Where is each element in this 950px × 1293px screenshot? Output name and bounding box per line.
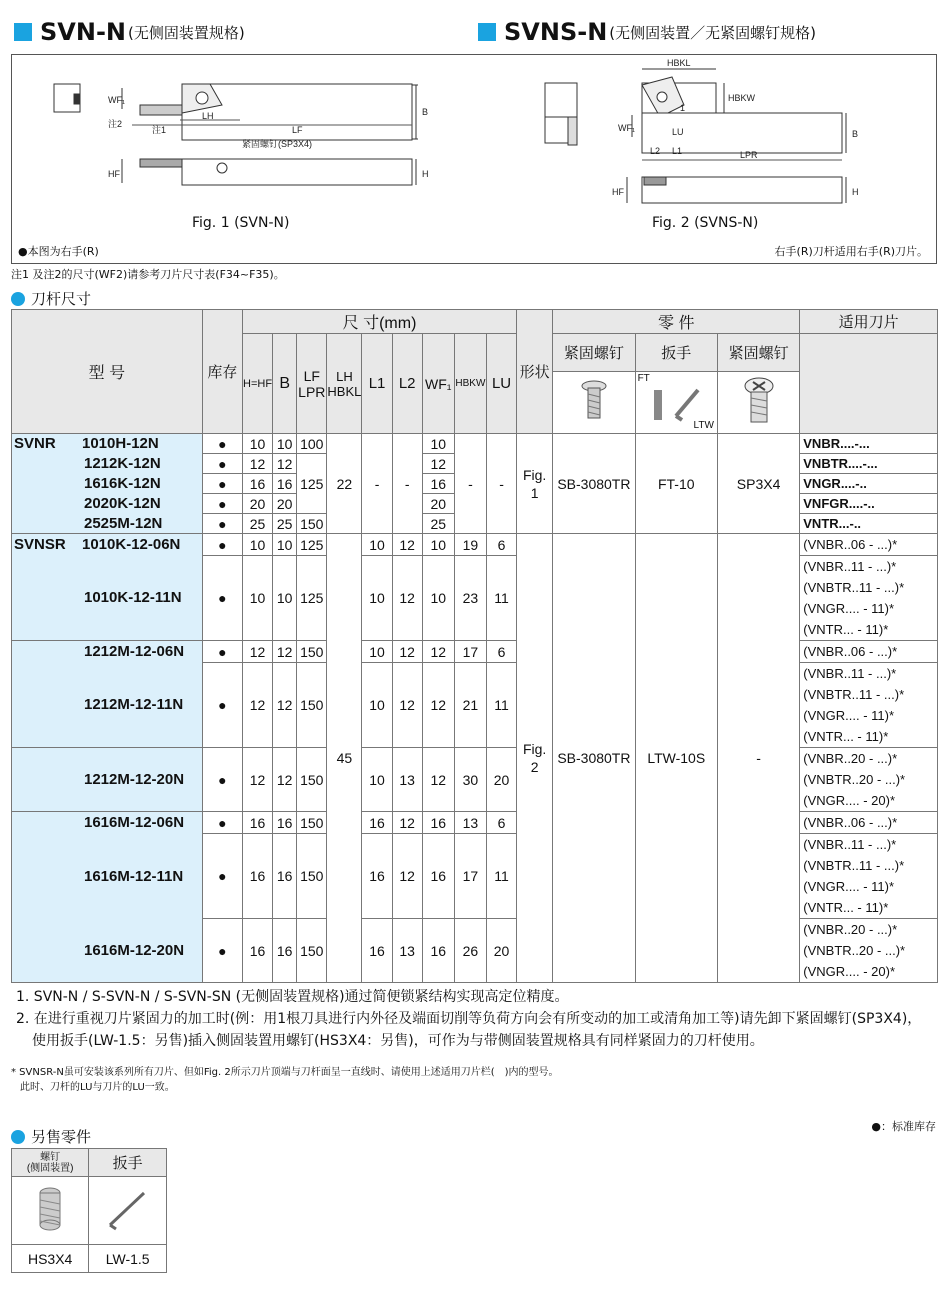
cell-wf: 12 <box>422 748 454 812</box>
fig2-label-b: B <box>852 129 859 139</box>
cell-hbkw: 19 <box>454 534 486 556</box>
fig2-label-lu: LU <box>672 127 684 137</box>
note-2-cont: 使用扳手(LW-1.5：另售)插入侧固装置用螺钉(HS3X4：另售)，可作为与带侧固装置规格具有同样紧固力的刀杆使用。 <box>32 1033 764 1049</box>
cell-insert: VNGR....-.. <box>800 474 938 494</box>
screw2-image-cell <box>717 372 799 434</box>
cell-l2: 12 <box>392 812 422 834</box>
cell-lf: 150 <box>297 812 327 834</box>
cell-wf: 12 <box>422 641 454 663</box>
cell-lh: 22 <box>327 434 362 534</box>
cell-wf: 25 <box>422 514 454 534</box>
title-svns-n: SVNS-N <box>504 18 608 46</box>
cell-inserts <box>800 812 938 834</box>
bullet-dot <box>11 292 25 306</box>
cell-shape: Fig. 2 <box>517 534 553 983</box>
cell-wf: 16 <box>422 834 454 919</box>
cell-b: 25 <box>273 514 297 534</box>
cell-wrench: FT-10 <box>635 434 717 534</box>
wrench-image-cell <box>635 372 717 434</box>
cell-wf: 12 <box>422 663 454 748</box>
svnr-model-1 <box>12 434 203 454</box>
parts-screw-image <box>12 1177 89 1245</box>
svnr-model-name: 2020K-12N <box>12 494 203 514</box>
cell-b: 16 <box>273 834 297 919</box>
cell-lu: 6 <box>486 534 516 556</box>
cell-l1: 10 <box>362 641 392 663</box>
cell-hbkw: 23 <box>454 556 486 641</box>
cell-lf: 150 <box>297 919 327 983</box>
fig2-label-hbkl: HBKL <box>667 58 691 68</box>
cell-b: 12 <box>273 454 297 474</box>
stock-dot: ● <box>202 919 242 983</box>
th-parts: 零 件 <box>553 310 800 334</box>
svnsr-family: SVNSR <box>14 536 66 554</box>
cell-l2: 12 <box>392 834 422 919</box>
cell-h: 12 <box>242 641 272 663</box>
insert-line: (VNGR.... - 11)* <box>803 601 895 616</box>
cell-l2: 13 <box>392 919 422 983</box>
svnsr-model-name: 1616M-12-11N <box>12 834 203 919</box>
fig1-label-hf: HF <box>108 169 120 179</box>
th-b: B <box>273 334 297 434</box>
parts-head-screw <box>12 1149 89 1177</box>
cell-h: 12 <box>242 748 272 812</box>
svnr-model-name: 2525M-12N <box>12 514 203 534</box>
cell-hbkw: 17 <box>454 834 486 919</box>
subtitle-svns-n: (无侧固装置／无紧固螺钉规格) <box>609 23 816 42</box>
cell-lu: 20 <box>486 919 516 983</box>
cell-shape: Fig. 1 <box>517 434 553 534</box>
cell-inserts <box>800 641 938 663</box>
parts-table <box>11 1148 167 1273</box>
insert-line: (VNBR..20 - ...)* <box>803 922 898 937</box>
cell-l1: 10 <box>362 556 392 641</box>
cell-hbkw: 21 <box>454 663 486 748</box>
cell-b: 10 <box>273 434 297 454</box>
cell-l2: 12 <box>392 663 422 748</box>
svnr-model-name: 1616K-12N <box>12 474 203 494</box>
cell-inserts <box>800 556 938 641</box>
th-wrench: 扳手 <box>635 334 717 372</box>
cell-wf: 10 <box>422 534 454 556</box>
stock-dot: ● <box>202 556 242 641</box>
bullet-dot <box>11 1130 25 1144</box>
cell-l1: 10 <box>362 534 392 556</box>
fig1-label-screw: 紧固螺钉(SP3X4) <box>242 139 313 149</box>
stock-dot: ● <box>202 434 242 454</box>
svnsr-model-name: 1212M-12-20N <box>12 748 203 812</box>
cell-wf: 20 <box>422 494 454 514</box>
cell-lf: 150 <box>297 514 327 534</box>
section2-label: 另售零件 <box>31 1128 92 1146</box>
cell-b: 12 <box>273 663 297 748</box>
cell-hbkw: 13 <box>454 812 486 834</box>
footnote-1: * SVNSR-N虽可安装该系列所有刀片、但如Fig. 2所示刀片顶端与刀杆面呈一直线时、请使用上述适用刀片栏( )内的型号。 <box>11 1067 559 1078</box>
fig2-label-hf: HF <box>612 187 624 197</box>
stock-legend: ●：标准库存 <box>871 1120 936 1133</box>
section-holder-dims <box>11 288 91 309</box>
cell-l1: 10 <box>362 748 392 812</box>
cell-inserts <box>800 748 938 812</box>
screw2-icon <box>742 376 776 426</box>
cell-h: 16 <box>242 834 272 919</box>
stock-dot: ● <box>202 534 242 556</box>
fig2-label-lpr: LPR <box>740 150 758 160</box>
cell-screw2: SP3X4 <box>717 434 799 534</box>
cell-lf: 125 <box>297 534 327 556</box>
insert-line: (VNBTR..20 - ...)* <box>803 943 906 958</box>
cell-insert: VNBTR....-... <box>800 454 938 474</box>
parts-wrench-image <box>89 1177 167 1245</box>
figure-box <box>11 54 937 264</box>
fig2-label-wf1: WF₁ <box>618 123 636 133</box>
insert-line: (VNTR... - 11)* <box>803 622 889 637</box>
cell-h: 10 <box>242 534 272 556</box>
figure-drawings <box>12 55 936 263</box>
fig2-caption: Fig. 2 (SVNS-N) <box>652 215 759 231</box>
cell-h: 10 <box>242 556 272 641</box>
cell-wf: 12 <box>422 454 454 474</box>
square-marker <box>14 23 32 41</box>
th-shape: 形状 <box>517 310 553 434</box>
cell-b: 16 <box>273 812 297 834</box>
cell-hbkw: 30 <box>454 748 486 812</box>
cell-screw: SB-3080TR <box>553 434 635 534</box>
cell-wf: 16 <box>422 812 454 834</box>
square-marker <box>478 23 496 41</box>
cell-wf: 16 <box>422 474 454 494</box>
cell-l1: - <box>362 434 392 534</box>
cell-lu: 11 <box>486 834 516 919</box>
stock-dot: ● <box>202 834 242 919</box>
cell-l2: 12 <box>392 534 422 556</box>
insert-line: (VNBTR..11 - ...)* <box>803 687 905 702</box>
stock-dot: ● <box>202 454 242 474</box>
cell-b: 12 <box>273 748 297 812</box>
fig2-label-hbkw: HBKW <box>728 93 755 103</box>
insert-line: (VNBTR..11 - ...)* <box>803 580 905 595</box>
fig2-label-h: H <box>852 187 859 197</box>
cell-wf: 10 <box>422 556 454 641</box>
cell-lf: 125 <box>297 556 327 641</box>
cell-h: 16 <box>242 474 272 494</box>
cell-l2: 12 <box>392 556 422 641</box>
screw-icon <box>579 378 609 424</box>
th-insert-blank <box>800 334 938 434</box>
insert-line: (VNBR..20 - ...)* <box>803 751 898 766</box>
parts-wrench-name: LW-1.5 <box>89 1245 167 1273</box>
svnsr-model-name: 1212M-12-11N <box>12 663 203 748</box>
cell-lu: 6 <box>486 812 516 834</box>
cell-wf: 16 <box>422 919 454 983</box>
cell-h: 25 <box>242 514 272 534</box>
stock-dot: ● <box>202 494 242 514</box>
stock-dot: ● <box>202 748 242 812</box>
section1-label: 刀杆尺寸 <box>31 290 92 308</box>
parts-head-screw-b: (侧固装置) <box>26 1162 74 1174</box>
svnr-model-name: 1212K-12N <box>12 454 203 474</box>
insert-line: (VNBR..06 - ...)* <box>803 815 898 830</box>
cell-insert: VNBR....-... <box>800 434 938 454</box>
cell-l1: 16 <box>362 812 392 834</box>
insert-line: (VNGR.... - 20)* <box>803 793 896 808</box>
th-h-hf: H=HF <box>242 334 272 434</box>
section-title-svn-n <box>14 18 245 46</box>
cell-b: 20 <box>273 494 297 514</box>
cell-inserts <box>800 834 938 919</box>
insert-line: (VNBTR..20 - ...)* <box>803 772 906 787</box>
cell-l2: - <box>392 434 422 534</box>
cell-h: 20 <box>242 494 272 514</box>
cell-lf: 150 <box>297 834 327 919</box>
svnsr-model-name: 1616M-12-20N <box>12 919 203 983</box>
fig1-label-h: H <box>422 169 429 179</box>
note-line: 注1 及注2的尺寸(WF2)请参考刀片尺寸表(F34~F35)。 <box>11 268 285 281</box>
th-stock: 库存 <box>202 310 242 434</box>
fig1-label-b: B <box>422 107 429 117</box>
cell-insert: VNFGR....-.. <box>800 494 938 514</box>
hex-wrench-icon <box>98 1181 158 1237</box>
cell-lu: 11 <box>486 556 516 641</box>
insert-line: (VNBR..11 - ...)* <box>803 666 897 681</box>
cell-h: 10 <box>242 434 272 454</box>
cell-l2: 12 <box>392 641 422 663</box>
svnsr-model-1 <box>12 534 203 556</box>
svnsr-model-name: 1212M-12-06N <box>12 641 203 663</box>
fig2-label-one: 1 <box>680 103 686 113</box>
cell-b: 16 <box>273 919 297 983</box>
cell-insert: VNTR...-.. <box>800 514 938 534</box>
svnsr-model-name: 1616M-12-06N <box>12 812 203 834</box>
cell-wrench: LTW-10S <box>635 534 717 983</box>
stock-dot: ● <box>202 812 242 834</box>
svnr-family: SVNR <box>14 435 56 453</box>
fig-note-right: 右手(R)刀杆适用右手(R)刀片。 <box>774 245 928 258</box>
stock-dot: ● <box>202 514 242 534</box>
cell-b: 10 <box>273 534 297 556</box>
parts-screw-name: HS3X4 <box>12 1245 89 1273</box>
cell-lu: - <box>486 434 516 534</box>
cell-inserts <box>800 919 938 983</box>
svnr-model-name: 1010H-12N <box>82 435 159 453</box>
cell-inserts <box>800 534 938 556</box>
screw-image-cell <box>553 372 635 434</box>
th-model: 型 号 <box>12 310 203 434</box>
insert-line: (VNBTR..11 - ...)* <box>803 858 905 873</box>
th-lh-hbkl: LH HBKL <box>327 334 362 434</box>
cell-lu: 20 <box>486 748 516 812</box>
th-l2: L2 <box>392 334 422 434</box>
cell-l2: 13 <box>392 748 422 812</box>
stock-dot: ● <box>202 474 242 494</box>
cell-lu: 6 <box>486 641 516 663</box>
cell-lu: 11 <box>486 663 516 748</box>
cell-lf: 125 <box>297 454 327 514</box>
note-1: 1. SVN-N / S-SVN-N / S-SVN-SN (无侧固装置规格)通过简便锁紧结构实现高定位精度。 <box>16 989 569 1005</box>
fig1-label-note1: 注1 <box>152 125 167 135</box>
parts-head-screw-a: 螺钉 <box>40 1151 61 1163</box>
insert-line: (VNBR..11 - ...)* <box>803 559 897 574</box>
insert-line: (VNTR... - 11)* <box>803 900 889 915</box>
th-wf1: WF₁ <box>422 334 454 434</box>
insert-line: (VNBR..11 - ...)* <box>803 837 897 852</box>
section-sold-separately <box>11 1126 91 1147</box>
th-hbkw: HBKW <box>454 334 486 434</box>
fig2-label-l2: L2 <box>650 146 661 156</box>
stock-dot: ● <box>202 641 242 663</box>
insert-line: (VNGR.... - 11)* <box>803 708 895 723</box>
cell-lf: 150 <box>297 748 327 812</box>
fig1-label-wf1: WF₁ <box>108 95 126 105</box>
parts-head-wrench: 扳手 <box>89 1149 167 1177</box>
cell-hbkw: - <box>454 434 486 534</box>
wrench-icon <box>646 376 706 426</box>
fig2-label-l1: L1 <box>672 146 683 156</box>
cell-hbkw: 26 <box>454 919 486 983</box>
cell-b: 10 <box>273 556 297 641</box>
insert-line: (VNBR..06 - ...)* <box>803 644 898 659</box>
th-clamp-screw-2: 紧固螺钉 <box>717 334 799 372</box>
cell-lf: 100 <box>297 434 327 454</box>
insert-line: (VNBR..06 - ...)* <box>803 537 898 552</box>
ft-label: FT <box>637 373 650 384</box>
note-2: 2. 在进行重视刀片紧固力的加工时(例：用1根刀具进行内外径及端面切削等负荷方向会有所变动的加工或清角加工等)请先卸下紧固螺钉(SP3X4)， <box>16 1011 922 1027</box>
fig-note-left: ●本图为右手(R) <box>18 245 99 258</box>
cell-l1: 16 <box>362 834 392 919</box>
cell-hbkw: 17 <box>454 641 486 663</box>
insert-line: (VNTR... - 11)* <box>803 729 889 744</box>
cell-h: 16 <box>242 812 272 834</box>
stock-dot: ● <box>202 663 242 748</box>
cell-lf: 150 <box>297 641 327 663</box>
subtitle-svn-n: (无侧固装置规格) <box>128 23 245 42</box>
title-svn-n: SVN-N <box>40 18 126 46</box>
cell-l1: 16 <box>362 919 392 983</box>
th-clamp-screw: 紧固螺钉 <box>553 334 635 372</box>
cell-hbkl: 45 <box>327 534 362 983</box>
insert-line: (VNGR.... - 11)* <box>803 879 895 894</box>
holder-table <box>11 309 938 983</box>
th-insert: 适用刀片 <box>800 310 938 334</box>
set-screw-icon <box>30 1181 70 1237</box>
cell-h: 12 <box>242 454 272 474</box>
cell-screw2: - <box>717 534 799 983</box>
fig1-label-note2: 注2 <box>108 119 123 129</box>
svnsr-model-name: 1010K-12-06N <box>82 536 181 554</box>
cell-inserts <box>800 663 938 748</box>
th-l1: L1 <box>362 334 392 434</box>
cell-l1: 10 <box>362 663 392 748</box>
fig1-label-lh: LH <box>202 111 214 121</box>
cell-screw: SB-3080TR <box>553 534 635 983</box>
th-lu: LU <box>486 334 516 434</box>
th-dims: 尺 寸(mm) <box>242 310 516 334</box>
section-title-svns-n <box>478 18 816 46</box>
svnsr-model-name: 1010K-12-11N <box>12 556 203 641</box>
th-lf-lpr: LF LPR <box>297 334 327 434</box>
fig1-caption: Fig. 1 (SVN-N) <box>192 215 290 231</box>
cell-b: 12 <box>273 641 297 663</box>
cell-h: 12 <box>242 663 272 748</box>
cell-b: 16 <box>273 474 297 494</box>
fig1-label-lf: LF <box>292 125 303 135</box>
footnote-2: 此时、刀杆的LU与刀片的LU一致。 <box>20 1082 175 1093</box>
insert-line: (VNGR.... - 20)* <box>803 964 896 979</box>
cell-h: 16 <box>242 919 272 983</box>
cell-wf: 10 <box>422 434 454 454</box>
ltw-label: LTW <box>693 420 714 431</box>
cell-lf: 150 <box>297 663 327 748</box>
